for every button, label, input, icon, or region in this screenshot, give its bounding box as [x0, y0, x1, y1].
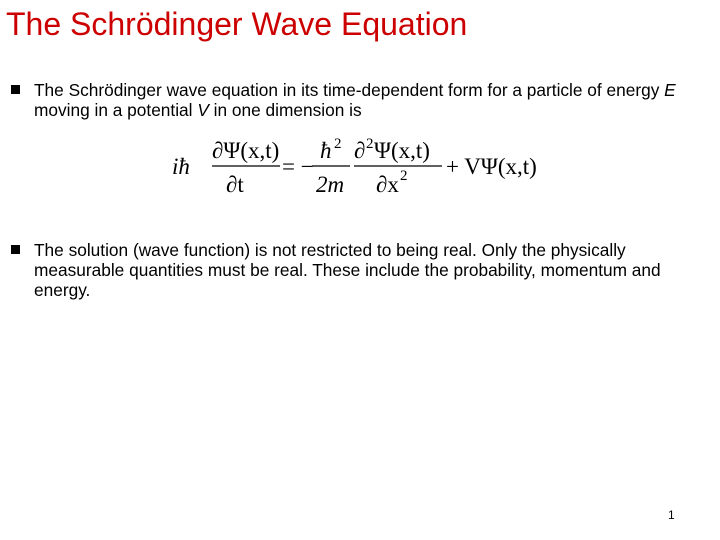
potential-variable: V: [197, 100, 209, 120]
equation-potential-term: + VΨ(x,t): [446, 154, 537, 179]
equation-coef-power: 2: [334, 136, 342, 152]
bullet-text-1-middle: moving in a potential: [34, 100, 198, 120]
equation-graphic: [170, 134, 570, 200]
bullet-text-1: [34, 80, 714, 120]
equation-second-denominator-power: 2: [400, 168, 408, 184]
slide-title: The Schrödinger Wave Equation: [6, 6, 468, 42]
equation-second-numerator-rest: Ψ(x,t): [374, 138, 430, 163]
square-bullet-icon: [11, 245, 20, 254]
equation-second-numerator-power: 2: [366, 136, 374, 152]
equation-coef-numerator: ħ: [320, 138, 332, 163]
equation-lhs-denominator: ∂t: [226, 172, 244, 197]
equation-coef-denominator: 2m: [316, 172, 345, 197]
bullet-text-1-end: in one dimension is: [208, 100, 362, 120]
equation-lhs-numerator: ∂Ψ(x,t): [212, 138, 280, 163]
bullet-text-2: The solution (wave function) is not restricted to being real. Only the physically measurable quantities must be real. These include the probability, momentum and energy.: [34, 240, 661, 300]
equation-second-numerator-d: ∂: [354, 138, 366, 163]
equation-second-denominator: ∂x: [376, 172, 399, 197]
page-number: 1: [668, 508, 675, 522]
equation-prefix: iħ: [172, 154, 190, 179]
square-bullet-icon: [11, 85, 20, 94]
equation-equals: = −: [282, 154, 314, 179]
bullet-text-1-start: The Schrödinger wave equation in its time-dependent form for a particle of energy: [34, 80, 665, 100]
energy-variable: E: [664, 80, 676, 100]
schrodinger-equation: [170, 134, 570, 200]
